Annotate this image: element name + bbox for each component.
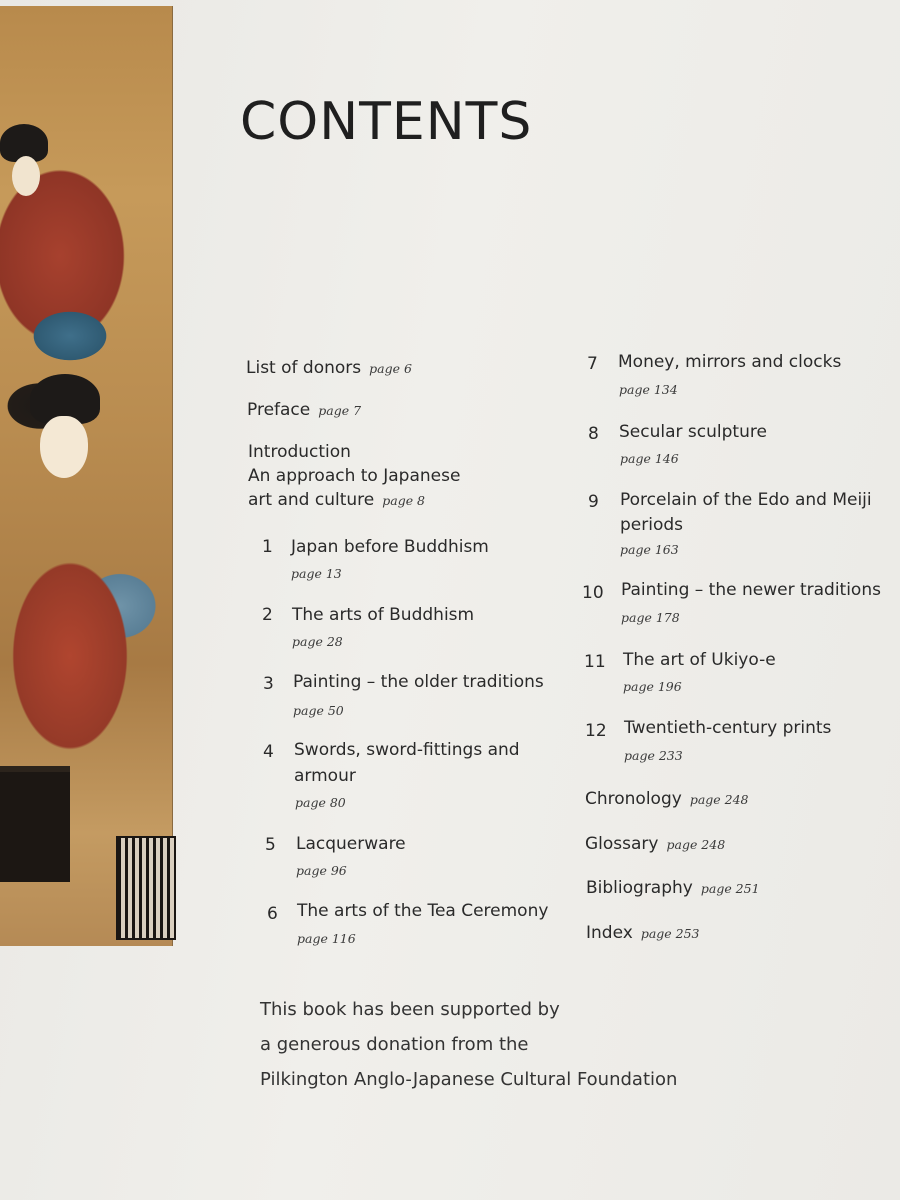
chapter-number: 1: [262, 537, 273, 557]
page-title: CONTENTS: [240, 92, 533, 152]
chapter-number: 3: [263, 674, 274, 694]
toc-entry-glossary: [585, 832, 725, 857]
chapter-number: 6: [267, 904, 278, 924]
chapter-page: page 146: [620, 451, 679, 466]
chapter-number: 9: [588, 492, 599, 512]
chapter-title: Lacquerware: [296, 834, 406, 854]
toc-entry-page: page 6: [369, 361, 412, 376]
toc-entry-title-line: Introduction: [248, 442, 351, 462]
chapter-title-line-2: armour: [294, 766, 356, 786]
toc-entry-introduction: [248, 440, 460, 513]
toc-entry-chronology: [585, 787, 749, 812]
sponsorship-note-line: This book has been supported by: [260, 999, 560, 1020]
ukiyo-e-painting-illustration: [0, 6, 173, 946]
toc-entry-title: List of donors: [246, 358, 362, 378]
chapter-title: Porcelain of the Edo and Meiji: [620, 490, 872, 510]
toc-entry-title: Chronology: [585, 789, 682, 809]
chapter-page: page 134: [619, 382, 678, 397]
toc-entry-title: Index: [586, 923, 633, 943]
toc-entry-page: page 8: [382, 493, 426, 508]
chapter-title: Painting – the older traditions: [293, 672, 544, 692]
painting-lacquer-box: [0, 766, 70, 882]
toc-entry-page: page 253: [640, 926, 700, 941]
chapter-number: 12: [585, 721, 607, 741]
chapter-page: page 13: [291, 566, 342, 581]
chapter-title: The arts of the Tea Ceremony: [297, 901, 549, 921]
painting-figure-face: [40, 416, 88, 478]
chapter-page: page 80: [295, 795, 346, 810]
chapter-number: 8: [588, 424, 599, 444]
chapter-title: Painting – the newer traditions: [621, 580, 881, 600]
toc-entry-list-of-donors: [246, 356, 412, 381]
chapter-number: 4: [263, 742, 274, 762]
toc-entry-page: page 248: [666, 837, 726, 852]
toc-entry-preface: [247, 398, 361, 423]
chapter-title: Money, mirrors and clocks: [618, 352, 842, 372]
sponsorship-note-line: Pilkington Anglo-Japanese Cultural Foundation: [260, 1069, 678, 1090]
chapter-page: page 178: [621, 610, 680, 625]
painting-basket: [116, 836, 176, 940]
toc-entry-title: Preface: [247, 400, 311, 420]
toc-entry-page: page 7: [318, 403, 362, 418]
toc-entry-page: page 251: [700, 881, 760, 896]
painting-figure-face: [12, 156, 40, 196]
chapter-number: 2: [262, 605, 273, 625]
toc-entry-title: Bibliography: [586, 878, 693, 898]
chapter-title-line-2: periods: [620, 515, 684, 535]
chapter-title: Secular sculpture: [619, 422, 767, 442]
chapter-page: page 163: [620, 542, 679, 557]
sponsorship-note: [260, 992, 720, 1097]
chapter-page: page 96: [296, 863, 347, 878]
chapter-number: 7: [587, 354, 598, 374]
sponsorship-note-line: a generous donation from the: [260, 1034, 529, 1055]
chapter-page: page 50: [293, 703, 344, 718]
toc-entry-title-line: An approach to Japanese: [248, 466, 461, 486]
toc-entry-index: [586, 921, 700, 946]
chapter-title: The art of Ukiyo-e: [623, 650, 776, 670]
chapter-title: The arts of Buddhism: [292, 605, 475, 625]
toc-entry-bibliography: [586, 876, 760, 901]
chapter-page: page 116: [297, 931, 356, 946]
toc-entry-title: Glossary: [585, 834, 659, 854]
chapter-page: page 233: [624, 748, 683, 763]
chapter-page: page 196: [623, 679, 682, 694]
toc-entry-title-line: art and culture: [248, 490, 375, 510]
chapter-number: 11: [584, 652, 606, 672]
chapter-title: Japan before Buddhism: [291, 537, 489, 557]
toc-entry-page: page 248: [689, 792, 749, 807]
chapter-number: 5: [265, 835, 276, 855]
chapter-title: Twentieth-century prints: [624, 718, 832, 738]
chapter-title: Swords, sword-fittings and: [294, 740, 520, 760]
chapter-page: page 28: [292, 634, 343, 649]
chapter-number: 10: [582, 583, 604, 603]
